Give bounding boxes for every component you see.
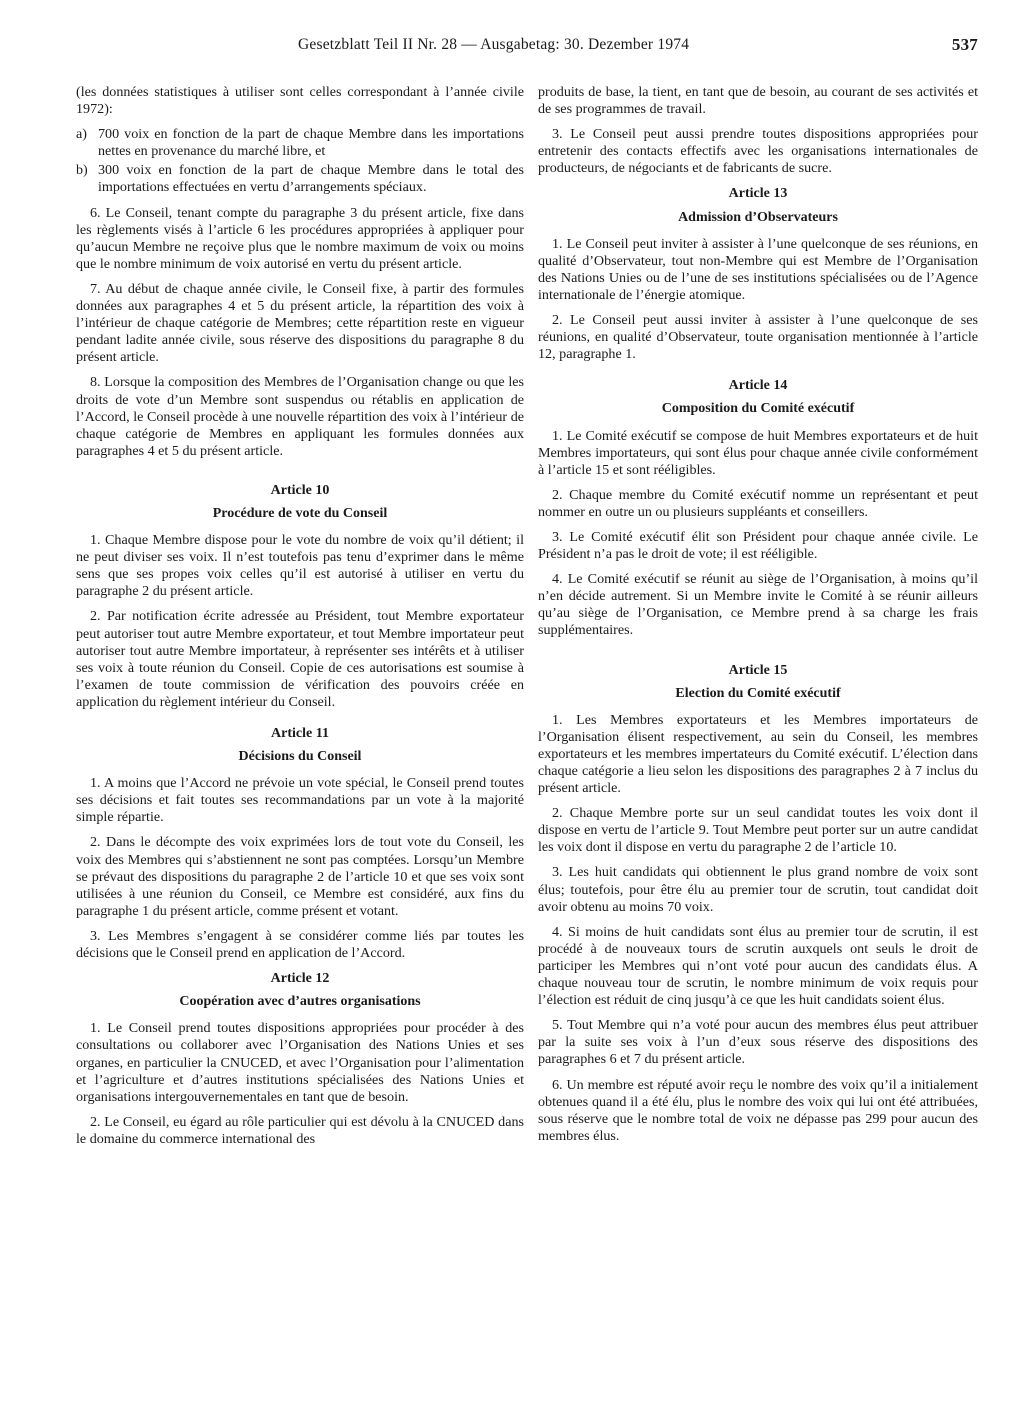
list-label-a: a) xyxy=(76,126,87,143)
article-15-heading: Election du Comité exécutif xyxy=(675,685,841,701)
article-15-paragraph-1: 1. Les Membres exportateurs et les Membres importateurs de l’Organisation élisent respectivement, au sein du Conseil, les membres exportateurs et les membres impertateurs du Comité exécutif. L’élection dans chaque catégorie a lieu selon les dispositions des paragraphes 2 à 7 inclus du présent article. xyxy=(538,711,978,797)
article-15-paragraph-5: 5. Tout Membre qui n’a voté pour aucun des membres élus peut attribuer par la suite ses voix à l’un d’eux sous réserve des dispositions des paragraphes 6 et 7 du présent article. xyxy=(538,1017,978,1068)
page-number: 537 xyxy=(951,35,978,54)
left-column xyxy=(76,84,524,1156)
article-11-paragraph-2: 2. Dans le décompte des voix exprimées lors de tout vote du Conseil, les voix des Membres qui s’abstiennent ne sont pas comptées. Lorsqu’un Membre se prévaut des dispositions du paragraphe 2 de l’article 10 et que ses voix sont utilisées à une réunion du Conseil, ce Membre est considéré, aux fins du paragraphe 1 du présent article, comme présent et votant. xyxy=(76,834,524,919)
article-14-heading: Composition du Comité exécutif xyxy=(661,401,855,417)
article-10-heading: Procédure de vote du Conseil xyxy=(212,505,388,521)
header-title: Gesetzblatt Teil II Nr. 28 — Ausgabetag: 30. Dezember 1974 xyxy=(298,36,690,53)
article-13-paragraph-1: 1. Le Conseil peut inviter à assister à l’une quelconque de ses réunions, en qualité d’Observateur, tout non-Membre qui est Membre de l’Organisation des Nations Unies ou de l’une de ses institutions spécialisées ou de l’Agence internationale de l’énergie atomique. xyxy=(538,235,978,303)
article-12-paragraph-1: 1. Le Conseil prend toutes dispositions appropriées pour procéder à des consultations ou collaborer avec l’Organisation des Nations Unies et ses organes, en particulier la CNUCED, et avec l’Organisation pour l’alimentation et l’agriculture et d’autres institutions spécialisées des Nations Unies et organisations intergouvernementales en tant que de besoin. xyxy=(76,1020,524,1105)
article-15-paragraph-2: 2. Chaque Membre porte sur un seul candidat toutes les voix dont il dispose en vertu de l’article 9. Tout Membre peut porter sur un autre candidat les voix dont il dispose en vertu du paragraphe 2 de l’article 10. xyxy=(538,805,978,856)
article-13-heading: Admission d’Observateurs xyxy=(678,209,838,225)
article-10-title: Article 10 xyxy=(270,482,330,498)
article-14-paragraph-1: 1. Le Comité exécutif se compose de huit Membres exportateurs et de huit Membres importateurs, qui sont élus pour chaque année civile conformément à l’article 15 et sont rééligibles. xyxy=(538,427,978,478)
article-12-paragraph-2: 2. Le Conseil, eu égard au rôle particulier qui est dévolu à la CNUCED dans le domaine du commerce international des xyxy=(76,1113,524,1147)
article-12-paragraph-3: 3. Le Conseil peut aussi prendre toutes dispositions appropriées pour entretenir des contacts effectifs avec les organisations internationales de producteurs, de négociants et de fabricants de sucre. xyxy=(538,126,978,177)
page-header xyxy=(78,36,978,58)
article-10-paragraph-1: 1. Chaque Membre dispose pour le vote du nombre de voix qu’il détient; il ne peut diviser ses voix. Il n’est toutefois pas tenu d’exprimer dans le même sens que ses propes voix celles qu’il est autorisé à utiliser en vertu du paragraphe 2 du présent article. xyxy=(76,532,524,600)
article-14-paragraph-3: 3. Le Comité exécutif élit son Président pour chaque année civile. Le Président n’a pas le droit de vote; il est rééligible. xyxy=(538,528,978,563)
article-11-heading: Décisions du Conseil xyxy=(238,749,362,765)
article-15-paragraph-4: 4. Si moins de huit candidats sont élus au premier tour de scrutin, il est procédé à de nouveaux tours de scrutin auxquels ont seuls le droit de participer les Membres qui n’ont voté pour aucun des candidats élus. A chaque nouveau tour de scrutin, le nombre minimum de voix requis pour l’élection est réduit de cinq jusqu’à ce que les huit candidats soient élus. xyxy=(538,923,978,1009)
paragraph-8: 8. Lorsque la composition des Membres de l’Organisation change ou que les droits de vote d’un Membre sont suspendus ou rétablis en application de l’Accord, le Conseil procède à une nouvelle répartition des voix à l’intérieur de chaque catégorie de Membres en appliquant les formules données aux paragraphes 4 et 5 du présent article. xyxy=(76,374,524,459)
paragraph-6: 6. Le Conseil, tenant compte du paragraphe 3 du présent article, fixe dans les règlements visés à l’article 6 les procédures appropriées à appliquer pour qu’aucun Membre ne reçoive plus que le nombre maximum de voix ou moins que le nombre minimum de voix autorisé en vertu du présent article. xyxy=(76,204,524,272)
article-13-title: Article 13 xyxy=(728,186,788,202)
article-15-paragraph-6: 6. Un membre est réputé avoir reçu le nombre des voix qu’il a initialement obtenues quand il a été élu, plus le nombre des voix qui lui ont été attribuées, sous réserve que le nombre total de voix ne dépasse pas 299 pour aucun des membres élus. xyxy=(538,1076,978,1144)
list-item-a xyxy=(76,126,524,160)
list-text-b: 300 voix en fonction de la part de chaque Membre dans le total des importations effectuées en vertu d’arrangements spéciaux. xyxy=(98,162,524,196)
continued-paragraph: produits de base, la tient, en tant que de besoin, au courant de ses activités et de ses programmes de travail. xyxy=(538,84,978,118)
article-12-heading: Coopération avec d’autres organisations xyxy=(179,994,421,1010)
paragraph-7: 7. Au début de chaque année civile, le Conseil fixe, à partir des formules données aux paragraphes 4 et 5 du présent article, la répartition des voix à l’intérieur de chaque catégorie de Membres; cette répartition reste en vigueur pendant ladite année civile, sous réserve des dispositions du paragraphe 8 du présent article. xyxy=(76,280,524,366)
article-11-paragraph-1: 1. A moins que l’Accord ne prévoie un vote spécial, le Conseil prend toutes ses décisions et fait toutes ses recommandations par un vote à la majorité simple répartie. xyxy=(76,775,524,826)
article-15-paragraph-3: 3. Les huit candidats qui obtiennent le plus grand nombre de voix sont élus; toutefois, pour être élu au premier tour de scrutin, tout candidat doit avoir obtenu au moins 70 voix. xyxy=(538,864,978,915)
article-11-title: Article 11 xyxy=(271,726,329,741)
list-label-b: b) xyxy=(76,162,88,179)
article-12-title: Article 12 xyxy=(270,971,330,987)
article-11-paragraph-3: 3. Les Membres s’engagent à se considérer comme liés par toutes les décisions que le Conseil prend en application de l’Accord. xyxy=(76,927,524,962)
right-column xyxy=(538,84,978,1153)
article-15-title: Article 15 xyxy=(728,662,788,678)
list-item-b xyxy=(76,162,524,196)
article-14-paragraph-2: 2. Chaque membre du Comité exécutif nomme un représentant et peut nommer en outre un ou plusieurs suppléants et conseillers. xyxy=(538,486,978,520)
article-13-paragraph-2: 2. Le Conseil peut aussi inviter à assister à l’une quelconque de ses réunions, en qualité d’Observateur, toute organisation mentionnée à l’article 12, paragraphe 1. xyxy=(538,312,978,363)
list-text-a: 700 voix en fonction de la part de chaque Membre dans les importations nettes en provenance du marché libre, et xyxy=(98,126,524,160)
article-10-paragraph-2: 2. Par notification écrite adressée au Président, tout Membre exportateur peut autoriser tout autre Membre exportateur, et tout Membre importateur peut autoriser tout autre Membre importateur, à représenter ses intérêts et à utiliser ses voix à toute réunion du Conseil. Copie de ces autorisations est soumise à l’examen de toute commission de vérification des pouvoirs créée en application du règlement intérieur du Conseil. xyxy=(76,608,524,710)
intro-paragraph: (les données statistiques à utiliser sont celles correspondant à l’année civile 1972): xyxy=(76,84,524,118)
article-14-title: Article 14 xyxy=(728,378,788,394)
article-14-paragraph-4: 4. Le Comité exécutif se réunit au siège de l’Organisation, à moins qu’il n’en décide autrement. Si un Membre invite le Comité à se réunir ailleurs qu’au siège de l’Organisation, ce Membre prend à sa charge les frais supplémentaires. xyxy=(538,571,978,639)
